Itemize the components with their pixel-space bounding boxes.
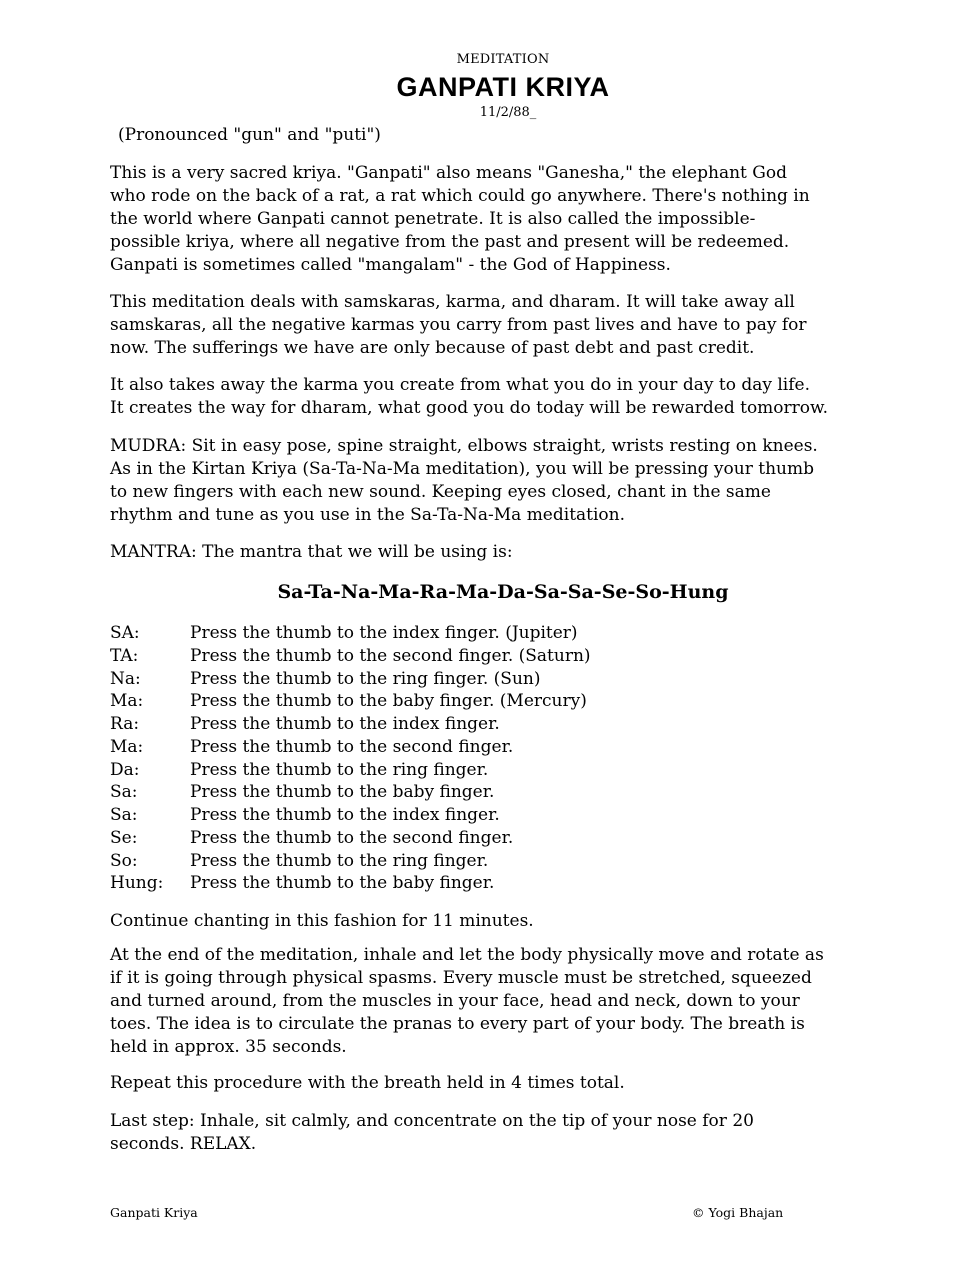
footer-title: Ganpati Kriya	[110, 1205, 198, 1220]
mantra-step	[110, 645, 910, 668]
step-instruction: Press the thumb to the baby finger.	[190, 782, 495, 803]
mantra-text: Sa-Ta-Na-Ma-Ra-Ma-Da-Sa-Sa-Se-So-Hung	[277, 581, 729, 603]
step-instruction: Press the thumb to the baby finger. (Mercury)	[190, 691, 587, 712]
step-instruction: Press the thumb to the second finger.	[190, 827, 514, 848]
step-syllable: Sa:	[110, 805, 138, 825]
step-instruction: Press the thumb to the index finger.	[190, 714, 500, 734]
mantra-step	[110, 850, 910, 873]
step-syllable: TA:	[110, 645, 139, 666]
document-category: MEDITATION	[456, 52, 550, 67]
mudra-paragraph: MUDRA: Sit in easy pose, spine straight, elbows straight, wrists resting on knees. As in the Kirtan Kriya (Sa-Ta-Na-Ma meditation), you will be pressing your thumb to new fingers with each new sound. Keeping eyes closed, chant in the same rhythm and tune as you use in the Sa-Ta-Na-Ma meditation.	[110, 436, 818, 525]
step-syllable: Na:	[110, 668, 141, 689]
step-syllable: Hung:	[110, 873, 164, 894]
mantra-step	[110, 622, 910, 645]
mantra-step	[110, 690, 910, 713]
step-instruction: Press the thumb to the ring finger.	[190, 759, 489, 780]
mantra-steps-list	[110, 622, 910, 895]
step-instruction: Press the thumb to the ring finger. (Sun)	[190, 668, 541, 689]
step-instruction: Press the thumb to the baby finger.	[190, 873, 495, 894]
step-instruction: Press the thumb to the index finger. (Jupiter)	[190, 623, 578, 643]
repeat-paragraph: Repeat this procedure with the breath held in 4 times total.	[110, 1073, 625, 1093]
mantra-step	[110, 736, 910, 759]
footer-copyright: © Yogi Bhajan	[692, 1205, 784, 1220]
end-paragraph: At the end of the meditation, inhale and let the body physically move and rotate as if it is going through physical spasms. Every muscle must be stretched, squeezed and turned around, from the muscles in your face, head and neck, down to your toes. The idea is to circulate the pranas to every part of your body. The breath is held in approx. 35 seconds.	[110, 945, 824, 1057]
step-instruction: Press the thumb to the second finger.	[190, 736, 514, 757]
mantra-intro-paragraph: MANTRA: The mantra that we will be using is:	[110, 542, 513, 562]
step-instruction: Press the thumb to the ring finger.	[190, 850, 489, 871]
samskaras-paragraph: This meditation deals with samskaras, karma, and dharam. It will take away all samskaras, all the negative karmas you carry from past lives and have to pay for now. The sufferings we have are only because of past debt and past credit.	[110, 292, 807, 358]
step-syllable: Ma:	[110, 691, 144, 712]
mantra-step	[110, 804, 910, 827]
step-syllable: Sa:	[110, 782, 138, 803]
document-title: GANPATI KRIYA	[396, 72, 610, 102]
pronunciation-note: (Pronounced "gun" and "puti")	[118, 125, 381, 145]
step-syllable: So:	[110, 850, 138, 871]
step-syllable: Ra:	[110, 714, 140, 734]
mantra-step	[110, 827, 910, 850]
last-step-paragraph: Last step: Inhale, sit calmly, and concentrate on the tip of your nose for 20 seconds. RELAX.	[110, 1111, 754, 1154]
step-instruction: Press the thumb to the second finger. (Saturn)	[190, 645, 591, 666]
mantra-step	[110, 872, 910, 895]
step-syllable: Ma:	[110, 736, 144, 757]
step-syllable: Da:	[110, 759, 140, 780]
karma-paragraph: It also takes away the karma you create from what you do in your day to day life. It creates the way for dharam, what good you do today will be rewarded tomorrow.	[110, 375, 828, 418]
continue-paragraph: Continue chanting in this fashion for 11 minutes.	[110, 911, 534, 931]
mantra-step	[110, 781, 910, 804]
step-syllable: SA:	[110, 623, 140, 643]
mantra-step	[110, 713, 910, 736]
step-instruction: Press the thumb to the index finger.	[190, 805, 500, 825]
step-syllable: Se:	[110, 827, 138, 848]
intro-paragraph: This is a very sacred kriya. "Ganpati" also means "Ganesha," the elephant God who rode on the back of a rat, a rat which could go anywhere. There's nothing in the world where Ganpati cannot penetrate. It is also called the impossible- possible kriya, where all negative from the past and present will be redeemed. Ganpati is sometimes called "mangalam" - the God of Happiness.	[110, 163, 810, 275]
mantra-step	[110, 759, 910, 782]
mantra-step	[110, 668, 910, 691]
document-date: 11/2/88_	[479, 105, 537, 120]
